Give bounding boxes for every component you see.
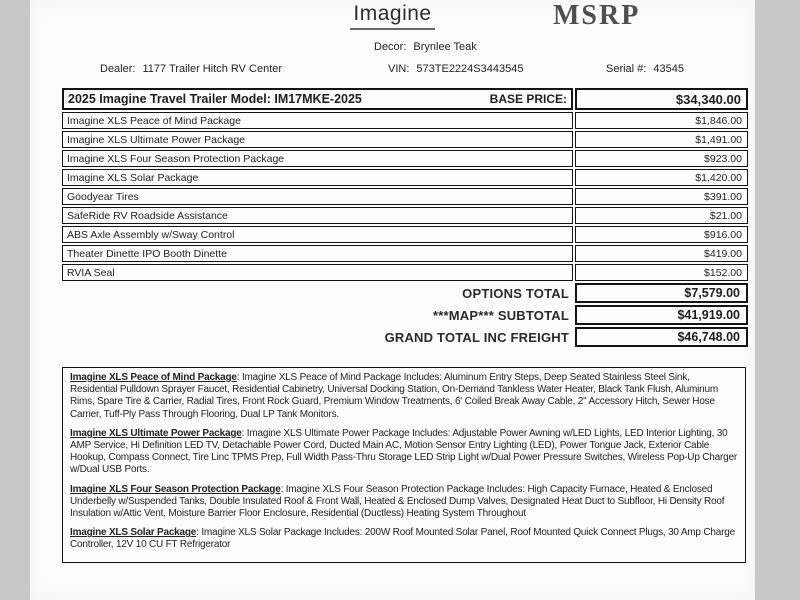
option-price: $1,491.00 — [575, 131, 748, 148]
option-row — [62, 150, 748, 167]
option-label: Imagine XLS Four Season Protection Package — [62, 150, 573, 167]
base-price-label: BASE PRICE: — [489, 92, 567, 106]
option-label: Imagine XLS Solar Package — [62, 169, 573, 186]
option-price: $1,420.00 — [575, 169, 748, 186]
option-row — [62, 112, 748, 129]
package-name: Imagine XLS Peace of Mind Package — [70, 372, 237, 383]
option-label: Theater Dinette IPO Booth Dinette — [62, 245, 573, 262]
package-description — [70, 527, 738, 551]
model-name: 2025 Imagine Travel Trailer Model: IM17MKE-2025 — [68, 92, 362, 106]
vin-line — [388, 63, 523, 75]
package-description — [70, 484, 738, 521]
total-value: $46,748.00 — [575, 327, 748, 347]
model-row — [62, 88, 748, 110]
brand-title-text: Imagine — [350, 2, 434, 30]
totals-row — [62, 305, 748, 325]
package-text: : Imagine XLS Solar Package Includes: 200W Roof Mounted Solar Panel, Roof Mounted Quick Connect Plugs, 30 Amp Charge Controller, 12V 10 CU FT Refrigerator — [70, 527, 735, 551]
package-description — [70, 372, 738, 421]
option-row — [62, 226, 748, 243]
total-value: $41,919.00 — [575, 305, 748, 325]
option-label: ABS Axle Assembly w/Sway Control — [62, 226, 573, 243]
price-table — [62, 88, 748, 349]
option-row — [62, 245, 748, 262]
option-price: $391.00 — [575, 188, 748, 205]
brand-title — [30, 2, 755, 30]
dealer-line — [100, 63, 282, 75]
package-name: Imagine XLS Ultimate Power Package — [70, 427, 242, 439]
package-description — [70, 428, 738, 477]
option-row — [62, 131, 748, 148]
package-text: : Imagine XLS Four Season Protection Package Includes: High Capacity Furnace, Heated & Enclosed Underbelly w/Suspended Tanks, Double Insulated Roof & Front Wall, Heated & Enclosed Dump Valves, Designated Heat Duct to Subfloor, Hi Density Roof Insulation w/Attic Vent, Moisture Barrier Floor Enclosure, Residential (Ductless) Heating System Throughout — [70, 483, 725, 520]
totals-row — [62, 327, 748, 347]
dealer-value: 1177 Trailer Hitch RV Center — [142, 63, 283, 75]
total-value: $7,579.00 — [575, 283, 748, 303]
serial-line — [606, 63, 684, 75]
option-label: Imagine XLS Peace of Mind Package — [62, 112, 573, 129]
option-row — [62, 207, 748, 224]
decor-value: Brynlee Teak — [413, 41, 477, 53]
vin-value: 573TE2224S3443545 — [416, 63, 524, 75]
option-row — [62, 169, 748, 186]
dealer-label: Dealer: — [100, 63, 136, 75]
model-cell — [62, 88, 573, 110]
package-name: Imagine XLS Four Season Protection Package — [70, 483, 281, 495]
total-label: GRAND TOTAL INC FREIGHT — [384, 329, 569, 345]
msrp-title: MSRP — [553, 0, 641, 31]
option-price: $419.00 — [575, 245, 748, 262]
package-name: Imagine XLS Solar Package — [70, 527, 197, 539]
totals-row — [62, 283, 748, 303]
base-price-value: $34,340.00 — [575, 88, 748, 110]
total-label: OPTIONS TOTAL — [462, 285, 569, 301]
option-row — [62, 188, 748, 205]
option-label: SafeRide RV Roadside Assistance — [62, 207, 573, 224]
package-text: : Imagine XLS Ultimate Power Package Includes: Adjustable Power Awning w/LED Lights, LED Interior Lighting, 30 AMP Service, Hi Definition LED TV, Detachable Power Cord, Ducted Main AC, Motion Sensor Entry Lighting (LED), Power Tongue Jack, Exterior Cable Hookup, Compass Connect, Tire Linc TPMS Prep, Full Width Pass-Thru Storage LED Strip Light w/Dual Power Pressure Switches, Wireless Pop-Up Charger w/Dual USB Ports. — [70, 427, 737, 476]
option-label: Goodyear Tires — [62, 188, 573, 205]
package-text: : Imagine XLS Peace of Mind Package Includes: Aluminum Entry Steps, Deep Seated Stainless Steel Sink, Residential Pulldown Sprayer Faucet, Residential Cabinetry, Universal Docking Station, On-Demand Tankless Water Heater, Black Tank Flush, Aluminum Rims, Spare Tire & Carrier, Radial Tires, Front Rock Guard, Premium Window Treatments, 6' Coiled Break Away Cable, 2" Accessory Hitch, Sewer Hose Carrier, Tuff-Ply Pass Through Flooring, Dual LP Tank Monitors. — [70, 372, 718, 420]
document-page — [30, 0, 755, 600]
package-descriptions-box — [62, 367, 746, 563]
option-label: RVIA Seal — [62, 264, 573, 281]
decor-label: Decor: — [374, 41, 407, 53]
option-price: $916.00 — [575, 226, 748, 243]
option-price: $152.00 — [575, 264, 748, 281]
option-price: $923.00 — [575, 150, 748, 167]
option-label: Imagine XLS Ultimate Power Package — [62, 131, 573, 148]
serial-label: Serial #: — [606, 63, 647, 75]
option-price: $21.00 — [575, 207, 748, 224]
total-label: ***MAP*** SUBTOTAL — [432, 307, 569, 323]
serial-value: 43545 — [653, 63, 684, 75]
option-row — [62, 264, 748, 281]
vin-label: VIN: — [388, 63, 410, 75]
option-price: $1,846.00 — [575, 112, 748, 129]
decor-line — [374, 41, 477, 53]
